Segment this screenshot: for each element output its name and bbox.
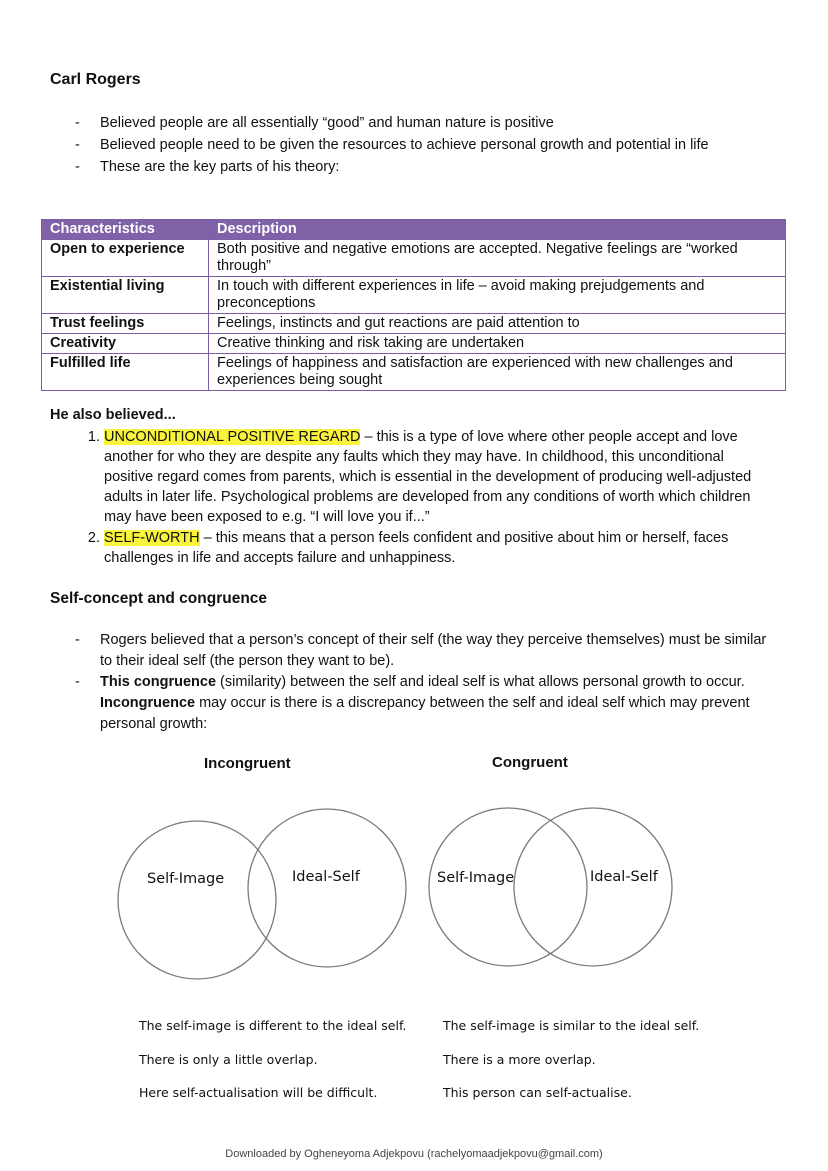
self-image-label: Self-Image [147, 871, 225, 887]
congruent-title: Congruent [492, 754, 568, 771]
page-title: Carl Rogers [50, 71, 141, 88]
column-header: Characteristics [42, 220, 209, 240]
table-header-row [42, 220, 786, 240]
description-cell: In touch with different experiences in life – avoid making prejudgements and preconceptions [209, 277, 786, 314]
list-item: 1. UNCONDITIONAL POSITIVE REGARD – this is a type of love where other people accept and love another for who they are despite any faults which they may have. In childhood, this unconditional positive regard comes from parents, which is essential in the development of producing well-adjusted adults in later life. Psychological problems are developed from any conditions of worth which children may have been exposed to e.g. “I will love you if...” [87, 429, 752, 525]
self-image-label: Self-Image [437, 870, 515, 886]
column-header: Description [209, 220, 786, 240]
congruent-caption: This person can self-actualise. [443, 1085, 632, 1100]
incongruent-title: Incongruent [204, 755, 291, 772]
list-item: - This congruence (similarity) between the self and ideal self is what allows personal growth to occur. Incongruence may occur is there is a discrepancy between the self and ideal self which may prevent personal growth: [75, 674, 750, 732]
characteristics-table [41, 219, 786, 391]
description-cell: Creative thinking and risk taking are undertaken [209, 334, 786, 354]
table-row [42, 354, 786, 391]
congruent-caption: There is a more overlap. [443, 1052, 596, 1067]
characteristic-cell: Fulfilled life [42, 354, 209, 391]
ideal-self-label: Ideal-Self [590, 869, 658, 885]
list-item: 2. SELF-WORTH – this means that a person feels confident and positive about him or herself, faces challenges in life and accepts failure and unhappiness. [87, 530, 729, 566]
highlighted-term: SELF-WORTH [104, 530, 200, 546]
description-cell: Feelings of happiness and satisfaction are experienced with new challenges and experiences being sought [209, 354, 786, 391]
incongruent-caption: There is only a little overlap. [139, 1052, 318, 1067]
incongruent-venn [118, 809, 406, 979]
also-believed-heading: He also believed... [50, 407, 176, 423]
ideal-self-circle [248, 809, 406, 967]
table-row [42, 334, 786, 354]
characteristic-cell: Trust feelings [42, 314, 209, 334]
characteristic-cell: Creativity [42, 334, 209, 354]
list-item: - Believed people need to be given the resources to achieve personal growth and potential in life [75, 137, 709, 153]
self-image-circle [429, 808, 587, 966]
intro-bullet-list [75, 112, 775, 178]
list-item: - Rogers believed that a person’s concept of their self (the way they perceive themselves) must be similar to their ideal self (the person they want to be). [75, 632, 767, 669]
self-concept-bullet-list [75, 630, 775, 735]
table-row [42, 314, 786, 334]
beliefs-numbered-list [70, 427, 770, 568]
venn-diagrams [0, 800, 828, 1000]
download-footer: Downloaded by Ogheneyoma Adjekpovu (rachelyomaadjekpovu@gmail.com) [225, 1148, 603, 1160]
highlighted-term: UNCONDITIONAL POSITIVE REGARD [104, 429, 361, 445]
characteristic-cell: Existential living [42, 277, 209, 314]
ideal-self-label: Ideal-Self [292, 869, 360, 885]
list-item: - These are the key parts of his theory: [75, 159, 340, 175]
self-image-circle [118, 821, 276, 979]
incongruent-caption: Here self-actualisation will be difficult. [139, 1085, 378, 1100]
incongruent-caption: The self-image is different to the ideal self. [139, 1018, 407, 1033]
description-cell: Both positive and negative emotions are accepted. Negative feelings are “worked through” [209, 240, 786, 277]
table-row [42, 240, 786, 277]
list-item: - Believed people are all essentially “good” and human nature is positive [75, 115, 554, 131]
section-heading: Self-concept and congruence [50, 590, 268, 607]
congruent-caption: The self-image is similar to the ideal self. [443, 1018, 700, 1033]
characteristic-cell: Open to experience [42, 240, 209, 277]
congruent-venn [429, 808, 672, 966]
ideal-self-circle [514, 808, 672, 966]
table-row [42, 277, 786, 314]
description-cell: Feelings, instincts and gut reactions are paid attention to [209, 314, 786, 334]
